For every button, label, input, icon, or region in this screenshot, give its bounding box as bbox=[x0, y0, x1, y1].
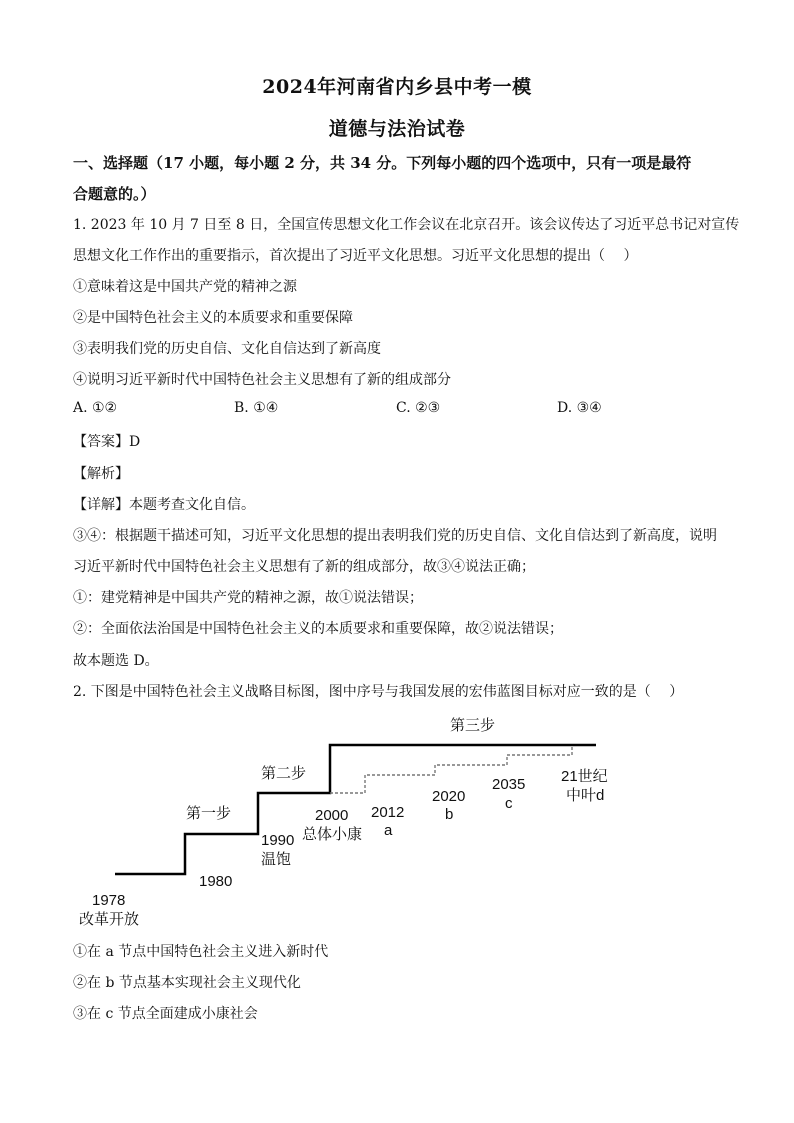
q2-item-3: ③在 c 节点全面建成小康社会 bbox=[73, 1006, 258, 1022]
q1-stem-line1: 1. 2023 年 10 月 7 日至 8 日，全国宣传思想文化工作会议在北京召开。该会议传达了习近平总书记对宣传 bbox=[73, 217, 740, 233]
label-2012: 2012 bbox=[371, 804, 405, 821]
q1-explanation-2: ①：建党精神是中国共产党的精神之源，故①说法错误； bbox=[73, 590, 423, 606]
q2-item-2: ②在 b 节点基本实现社会主义现代化 bbox=[73, 975, 301, 991]
q1-explanation-3: ②：全面依法治国是中国特色社会主义的本质要求和重要保障，故②说法错误； bbox=[73, 621, 563, 637]
q1-detail: 【详解】本题考查文化自信。 bbox=[73, 497, 255, 513]
q1-item-4: ④说明习近平新时代中国特色社会主义思想有了新的组成部分 bbox=[73, 372, 451, 388]
label-2020: 2020 bbox=[432, 788, 466, 805]
q2-item-1: ①在 a 节点中国特色社会主义进入新时代 bbox=[73, 944, 329, 960]
label-2035: 2035 bbox=[492, 776, 526, 793]
q1-option-a: A. ①② bbox=[73, 400, 118, 416]
q1-option-b: B. ①④ bbox=[234, 400, 279, 416]
label-a: a bbox=[384, 822, 393, 839]
label-1990: 1990 bbox=[261, 832, 295, 849]
label-xiaokang: 总体小康 bbox=[302, 826, 363, 843]
label-reform: 改革开放 bbox=[79, 911, 140, 928]
label-c: c bbox=[505, 795, 513, 812]
label-step3: 第三步 bbox=[450, 717, 496, 734]
label-step2: 第二步 bbox=[261, 765, 307, 782]
label-21st-century: 21世纪 bbox=[561, 768, 608, 785]
label-1980: 1980 bbox=[199, 873, 233, 890]
q1-option-d: D. ③④ bbox=[557, 400, 602, 416]
q1-answer: 【答案】D bbox=[73, 434, 141, 450]
q1-item-1: ①意味着这是中国共产党的精神之源 bbox=[73, 279, 297, 295]
label-wenbao: 温饱 bbox=[261, 851, 292, 868]
label-2000: 2000 bbox=[315, 807, 349, 824]
q1-explanation-1b: 习近平新时代中国特色社会主义思想有了新的组成部分，故③④说法正确； bbox=[73, 559, 535, 575]
q1-item-3: ③表明我们党的历史自信、文化自信达到了新高度 bbox=[73, 341, 381, 357]
q2-stem: 2. 下图是中国特色社会主义战略目标图，图中序号与我国发展的宏伟蓝图目标对应一致的是（ ） bbox=[73, 684, 684, 700]
section-heading-line1: 一、选择题（17 小题，每小题 2 分，共 34 分。下列每小题的四个选项中，只有一项是最符 bbox=[73, 154, 692, 172]
q1-conclusion: 故本题选 D。 bbox=[73, 653, 159, 669]
label-mid-d: 中叶d bbox=[566, 787, 605, 804]
label-b: b bbox=[445, 806, 454, 823]
label-step1: 第一步 bbox=[186, 805, 232, 822]
staircase-dashed-line bbox=[330, 745, 572, 793]
q1-explanation-1a: ③④：根据题干描述可知，习近平文化思想的提出表明我们党的历史自信、文化自信达到了新高度，说明 bbox=[73, 528, 717, 544]
q1-option-c: C. ②③ bbox=[396, 400, 441, 416]
exam-title: 2024年河南省内乡县中考一模 bbox=[262, 76, 532, 98]
q1-stem-line2: 思想文化工作作出的重要指示，首次提出了习近平文化思想。习近平文化思想的提出（ ） bbox=[73, 248, 638, 264]
exam-subtitle: 道德与法治试卷 bbox=[328, 118, 466, 140]
q1-analysis-label: 【解析】 bbox=[73, 466, 129, 482]
section-heading-line2: 合题意的。） bbox=[73, 185, 156, 203]
label-1978: 1978 bbox=[92, 892, 126, 909]
q1-item-2: ②是中国特色社会主义的本质要求和重要保障 bbox=[73, 310, 353, 326]
